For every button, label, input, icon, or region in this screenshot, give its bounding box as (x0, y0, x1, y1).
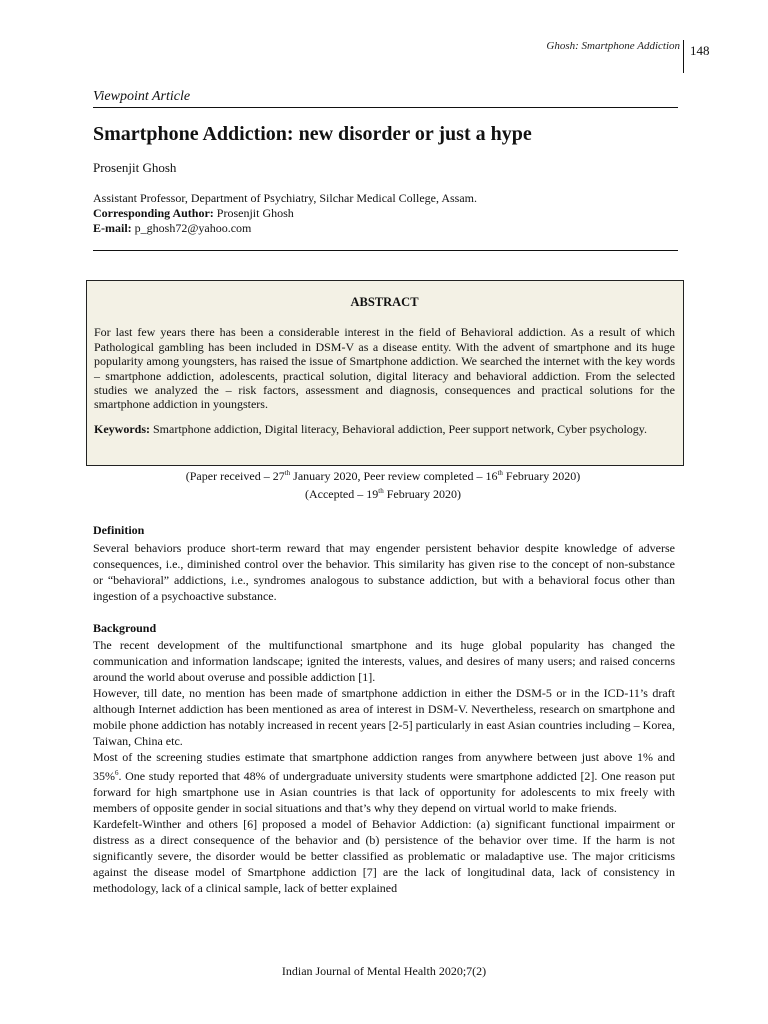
header-rule (93, 250, 678, 251)
article-type: Viewpoint Article (93, 89, 191, 104)
background-body (93, 637, 675, 896)
citation-sup: 6 (115, 769, 119, 777)
email-label: E-mail: (93, 221, 132, 235)
author-name: Prosenjit Ghosh (93, 160, 177, 175)
background-paragraph-3-end: . One study reported that 48% of undergraduate university students were smartphone addicted [2]. One reason put forward for high smartphone use in Asian countries is that lack of opportunity for adolescents to mix freely with members of opposite gender in social situations and that’s why they depend on virtual world to make friends. (93, 769, 675, 815)
abstract-text: For last few years there has been a considerable interest in the field of Behavioral addiction. As a result of which Pathological gambling has been included in DSM-V as a disease entity. With the advent of smartphone and its huge popularity among youngsters, has raised the issue of Smartphone addiction. We searched the internet with the key words – smartphone addiction, adolescents, practical solution, digital literacy and behavioral addiction. From the selected studies we analyzed the – risk factors, assessment and diagnosis, consequences and practical solutions for the smartphone addiction in youngsters. (94, 325, 675, 412)
review-text: January 2020, Peer review completed – 16 (290, 469, 498, 483)
affiliation: Assistant Professor, Department of Psychiatry, Silchar Medical College, Assam. (93, 191, 478, 205)
definition-paragraph: Several behaviors produce short-term reward that may engender persistent behavior despite knowledge of adverse consequences, i.e., diminished control over the behavior. This similarity has given rise to the concept of non-substance or “behavioral” addictions, i.e., syndromes analogous to substance addiction, but with a behavioral focus other than ingestion of a psychoactive substance. (93, 541, 675, 603)
corresponding-label: Corresponding Author: (93, 206, 214, 220)
journal-footer: Indian Journal of Mental Health 2020;7(2) (281, 964, 487, 978)
section-title-definition: Definition (93, 523, 145, 537)
accepted-line (93, 484, 673, 502)
accepted-text-end: February 2020) (383, 487, 462, 501)
background-paragraph-3 (93, 749, 675, 816)
review-sup: th (497, 469, 503, 477)
background-paragraph-4: Kardefelt-Winther and others [6] proposed a model of Behavior Addiction: (a) significant functional impairment or distress as a direct consequence of the behavior and (b) persistence of the behavior over time. If the harm is not significantly severe, the disorder would be better classified as problematic or maladaptive use. The major criticisms against the disease model of Smartphone addiction [7] are the lack of longitudinal data, lack of consistency in methodology, lack of a clinical sample, lack of better explained (93, 817, 675, 895)
header-divider (683, 40, 684, 73)
corresponding-value: Prosenjit Ghosh (213, 206, 294, 220)
email-link[interactable]: p_ghosh72@yahoo.com (131, 221, 252, 235)
article-title: Smartphone Addiction: new disorder or just a hype (93, 123, 532, 145)
received-line (93, 466, 673, 484)
article-type-rule (93, 107, 678, 108)
background-paragraph-1: The recent development of the multifunctional smartphone and its huge global popularity has changed the communication and information landscape; ignited the interests, values, and desires of many users; and raised concerns around the world about overuse and possible addiction [1]. (93, 638, 675, 684)
definition-body (93, 540, 675, 604)
received-sup: th (284, 469, 291, 477)
received-text: (Paper received – 27 (185, 469, 285, 483)
section-title-background: Background (93, 621, 157, 635)
background-paragraph-2: However, till date, no mention has been made of smartphone addiction in either the DSM-5 or in the ICD-11’s draft although Internet addiction has been mentioned as area of interest in DSM-V. Nevertheless, research on smartphone and mobile phone addiction has notably increased in recent years [2-5] particularly in east Asian countries including – Korea, Taiwan, China etc. (93, 686, 675, 748)
abstract-box (86, 280, 684, 466)
email-line (93, 221, 477, 236)
abstract-heading: ABSTRACT (350, 295, 419, 309)
keywords (94, 422, 675, 436)
corresponding-author (93, 206, 477, 221)
review-text-end: February 2020) (502, 469, 581, 483)
accepted-sup: th (378, 487, 384, 495)
affiliation-block (93, 191, 477, 236)
keywords-label: Keywords: (94, 421, 150, 436)
keywords-text: Smartphone addiction, Digital literacy, Behavioral addiction, Peer support network, Cyber psychology. (150, 421, 647, 436)
paper-dates (93, 466, 673, 502)
background-paragraph-3-start: Most of the screening studies estimate that smartphone addiction ranges from anywhere between just above 1% and 35% (93, 750, 675, 783)
accepted-text: (Accepted – 19 (304, 487, 379, 501)
page-number: 148 (690, 43, 710, 58)
running-title: Ghosh: Smartphone Addiction (546, 40, 680, 52)
